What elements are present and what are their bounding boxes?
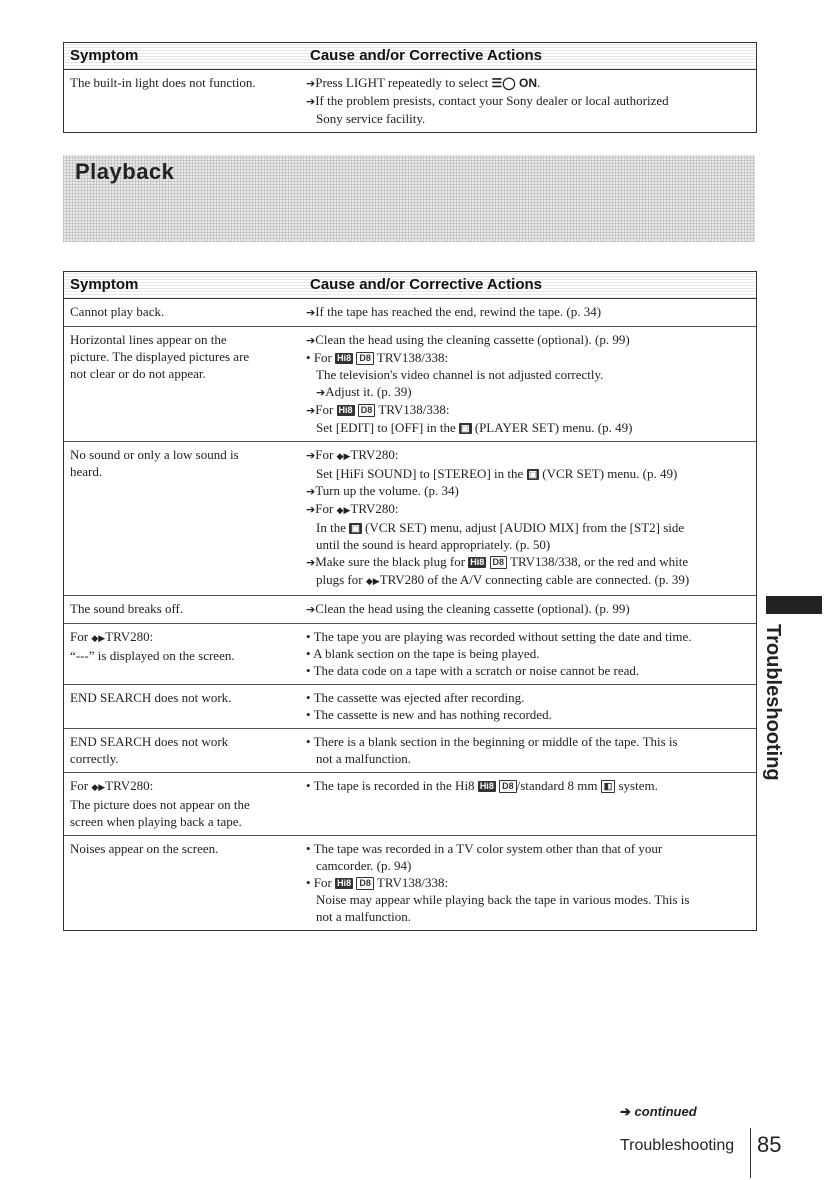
cause-header: Cause and/or Corrective Actions [310,47,543,64]
hi8-only-icon: ◆▶ [365,576,380,586]
digital8-icon: D8 [490,556,508,569]
arrow-icon: ➔ [306,503,316,516]
table-row [64,729,756,773]
digital8-icon: D8 [499,780,517,793]
cause-cell: • There is a blank section in the beginning or middle of the tape. This is not a malfunction. [306,734,678,766]
digital8-icon: D8 [356,352,374,365]
digital8-icon: D8 [356,877,374,890]
footer-section-label: Troubleshooting [620,1137,735,1154]
table-row [64,624,756,685]
table-row [64,442,756,596]
arrow-icon: ➔ [306,306,316,319]
vcr-set-menu-icon: ▣ [528,469,538,479]
cause-cell: • The tape you are playing was recorded without setting the date and time. • A blank section on the tape is being played. • The data code on a tape with a scratch or noise cannot be read. [306,629,692,678]
table-row [64,685,756,729]
arrow-icon: ➔ [306,77,316,90]
symptom-cell: The sound breaks off. [70,601,184,616]
arrow-icon: ➔ [306,556,316,569]
table-row [64,596,756,624]
hi8-icon: Hi8 [338,405,353,415]
arrow-icon: ➔ [306,95,316,108]
hi8-icon: Hi8 [479,781,494,791]
symptom-cell: END SEARCH does not work correctly. [70,734,229,766]
footer-divider [750,1128,751,1178]
table-header [64,43,756,70]
standard8-icon: ◧ [601,780,616,793]
symptom-cell: END SEARCH does not work. [70,690,232,705]
hi8-only-icon: ◆▶ [91,633,106,643]
light-on-icon: ☰◯ ON [491,76,538,90]
playback-section-banner [63,155,755,242]
page-number: 85 [757,1132,782,1157]
hi8-only-icon: ◆▶ [336,451,351,461]
top-table [63,42,757,133]
arrow-icon: ➔ [306,449,316,462]
table-row [64,70,756,132]
arrow-icon: ➔ [306,485,316,498]
symptom-cell: For ◆▶TRV280: The picture does not appear on the screen when playing back a tape. [70,778,250,829]
symptom-cell: For ◆▶TRV280: “---” is displayed on the screen. [70,629,235,663]
arrow-icon: ➔ [306,603,316,616]
player-set-menu-icon: ▣ [460,423,470,433]
cause-cell: ➔Clean the head using the cleaning cassette (optional). (p. 99) [306,601,630,616]
cause-cell: • The tape is recorded in the Hi8 Hi8 D8 /standard 8 mm ◧ system. [306,778,658,793]
hi8-icon: Hi8 [470,557,485,567]
playback-table [63,271,757,931]
cause-cell: ➔For ◆▶TRV280: Set [HiFi SOUND] to [STEREO] in the ▣ (VCR SET) menu. (p. 49) ➔Turn up the volume. (p. 34) ➔For ◆▶TRV280: In the ▣ (VCR SET) menu, adjust [AUDIO MIX] from the [ST2] side until the sound is heard appropriately. (p. 50) ➔Make sure the black plug for Hi8 D8 TRV138/338, or the red and white plugs for ◆▶TRV280 of the A/V connecting cable are connected. (p. 39) [306,447,690,587]
table-row [64,773,756,836]
side-tab [762,610,786,781]
arrow-icon: ➔ [306,404,316,417]
cause-cell: ➔Press LIGHT repeatedly to select ☰◯ ON. ➔If the problem presists, contact your Sony dealer or local authorized Sony service facility. [306,75,669,126]
symptom-cell: The built-in light does not function. [70,75,256,90]
cause-cell: • The cassette was ejected after recording. • The cassette is new and has nothing recorded. [306,690,552,722]
table-row [64,836,756,930]
cause-cell: • The tape was recorded in a TV color system other than that of your camcorder. (p. 94) • For Hi8 D8 TRV138/338: Noise may appear while playing back the tape in various modes. This is not a malfunction. [306,841,690,924]
section-title: Playback [75,159,175,184]
cause-header: Cause and/or Corrective Actions [310,276,543,293]
hi8-only-icon: ◆▶ [336,505,351,515]
vcr-set-menu-icon: ▣ [351,523,360,533]
table-row [64,327,756,442]
symptom-header: Symptom [70,276,139,293]
continued-label: ➔ continued [620,1104,697,1119]
cause-cell: ➔If the tape has reached the end, rewind the tape. (p. 34) [306,304,602,319]
side-tab-label: Troubleshooting [762,624,784,781]
symptom-cell: Cannot play back. [70,304,165,319]
symptom-cell: Noises appear on the screen. [70,841,219,856]
arrow-icon: ➔ [620,1104,631,1119]
arrow-icon: ➔ [306,334,316,347]
hi8-only-icon: ◆▶ [91,782,106,792]
arrow-icon: ➔ [316,386,326,399]
hi8-icon: Hi8 [337,353,352,363]
symptom-header: Symptom [70,47,139,64]
cause-cell: ➔Clean the head using the cleaning cassette (optional). (p. 99) • For Hi8 D8 TRV138/338: The television's video channel is not adjusted correctly. ➔Adjust it. (p. 39) ➔For Hi8 D8 TRV138/338: Set [EDIT] to [OFF] in the ▣ (PLAYER SET) menu. (p. 49) [306,332,633,435]
table-header [64,272,756,299]
digital8-icon: D8 [358,404,376,417]
table-row [64,299,756,327]
symptom-cell: Horizontal lines appear on the picture. The displayed pictures are not clear or do not appear. [70,332,250,381]
symptom-cell: No sound or only a low sound is heard. [70,447,239,479]
hi8-icon: Hi8 [337,878,352,888]
